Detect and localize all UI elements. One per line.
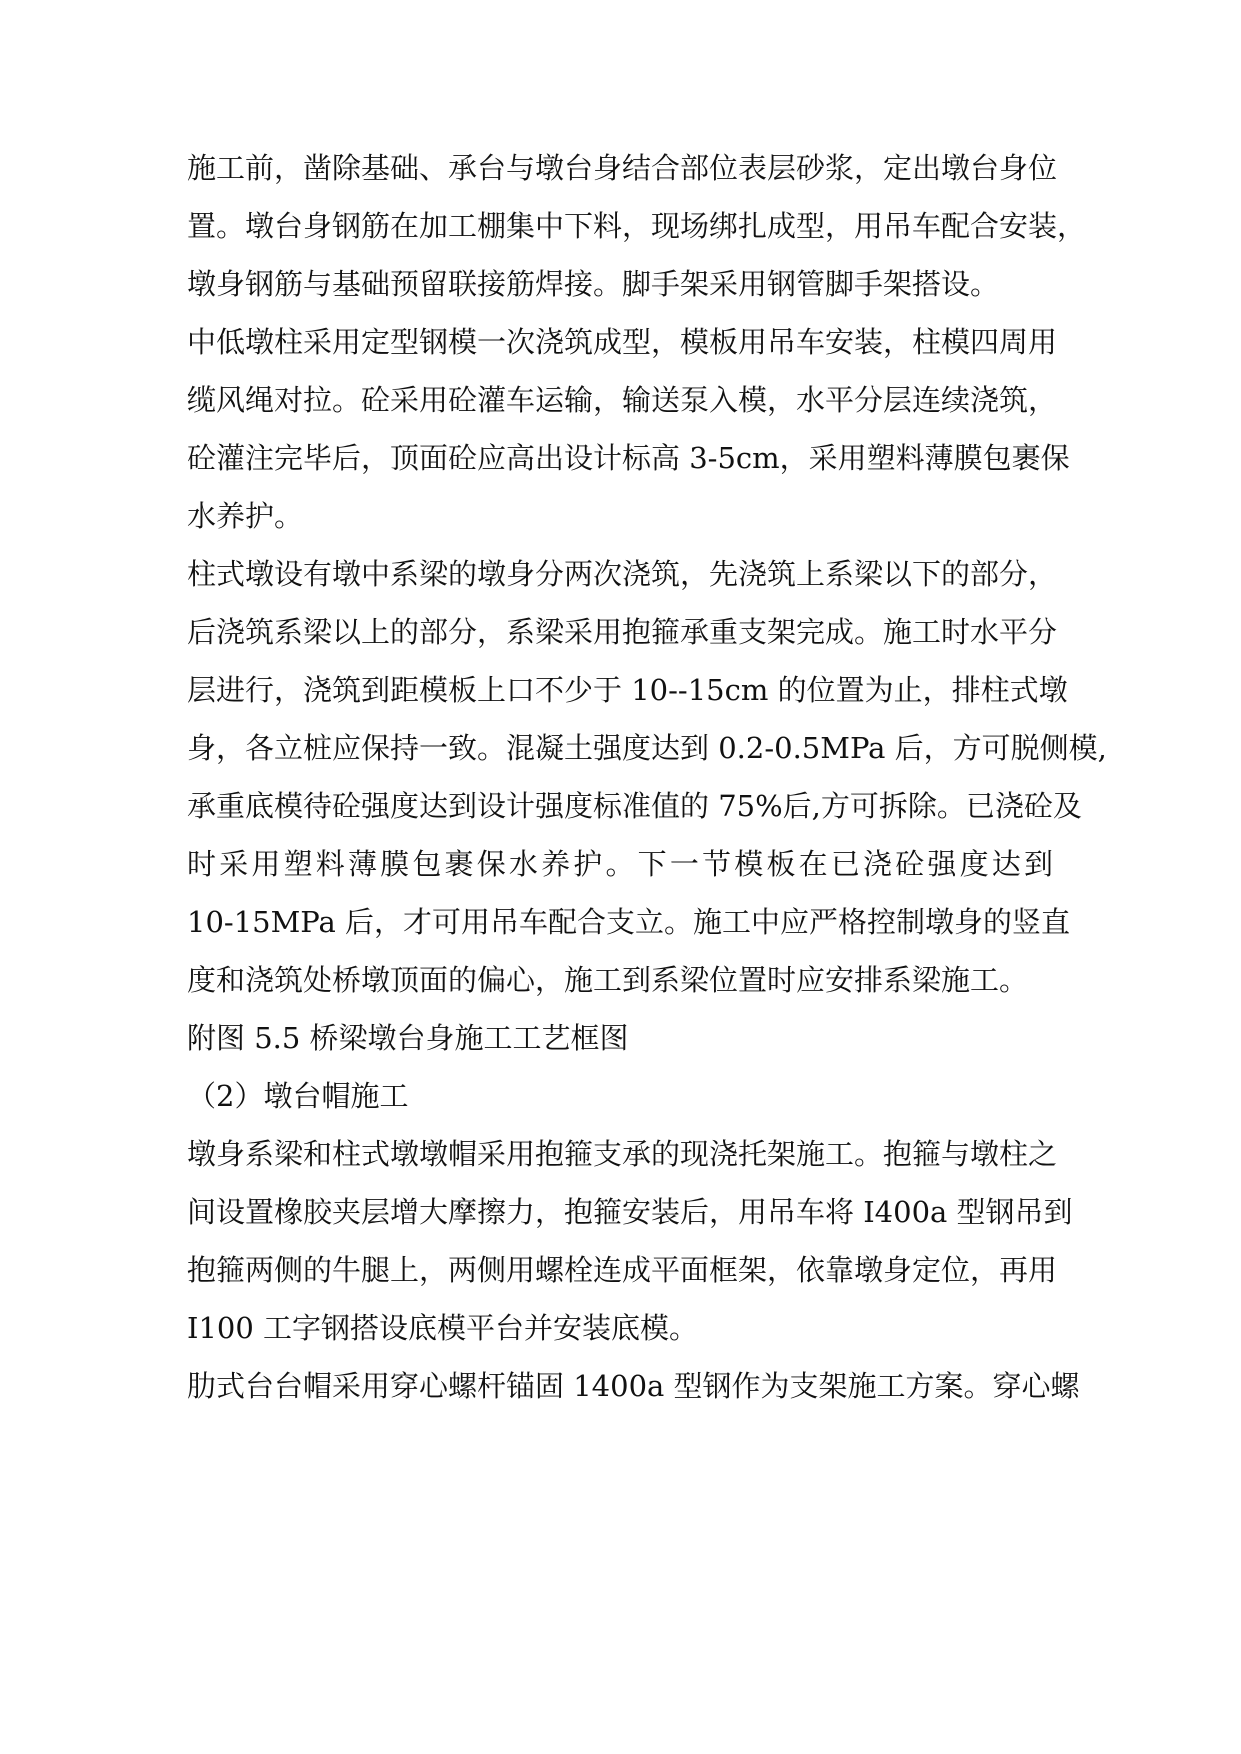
text-line: 时采用塑料薄膜包裹保水养护。下一节模板在已浇砼强度达到 bbox=[187, 847, 1053, 881]
text-line: 后浇筑系梁以上的部分，系梁采用抱箍承重支架完成。施工时水平分 bbox=[187, 615, 1058, 649]
text-line: 缆风绳对拉。砼采用砼灌车运输，输送泵入模，水平分层连续浇筑， bbox=[187, 383, 1058, 417]
section-heading: （2）墩台帽施工 bbox=[187, 1079, 409, 1113]
text-line: 身，各立桩应保持一致。混凝土强度达到 0.2-0.5MPa 后，方可脱侧模, bbox=[187, 731, 1107, 765]
text-line: 层进行，浇筑到距模板上口不少于 10--15cm 的位置为止，排柱式墩 bbox=[187, 673, 1068, 707]
text-line: 置。墩台身钢筋在加工棚集中下料，现场绑扎成型，用吊车配合安装， bbox=[187, 209, 1087, 243]
text-line: 墩身钢筋与基础预留联接筋焊接。脚手架采用钢管脚手架搭设。 bbox=[187, 267, 1000, 301]
text-line: 承重底模待砼强度达到设计强度标准值的 75%后,方可拆除。已浇砼及 bbox=[187, 789, 1082, 823]
text-line: 抱箍两侧的牛腿上，两侧用螺栓连成平面框架，依靠墩身定位，再用 bbox=[187, 1253, 1058, 1287]
text-line: 柱式墩设有墩中系梁的墩身分两次浇筑，先浇筑上系梁以下的部分， bbox=[187, 557, 1058, 591]
text-line: 10-15MPa 后，才可用吊车配合支立。施工中应严格控制墩身的竖直 bbox=[187, 905, 1071, 939]
text-line: 中低墩柱采用定型钢模一次浇筑成型，模板用吊车安装，柱模四周用 bbox=[187, 325, 1058, 359]
text-line: 砼灌注完毕后，顶面砼应高出设计标高 3-5cm，采用塑料薄膜包裹保 bbox=[187, 441, 1070, 475]
text-line: 度和浇筑处桥墩顶面的偏心，施工到系梁位置时应安排系梁施工。 bbox=[187, 963, 1029, 997]
text-line: 肋式台台帽采用穿心螺杆锚固 1400a 型钢作为支架施工方案。穿心螺 bbox=[187, 1369, 1080, 1403]
text-line: I100 工字钢搭设底模平台并安装底模。 bbox=[187, 1311, 699, 1345]
text-line: 墩身系梁和柱式墩墩帽采用抱箍支承的现浇托架施工。抱箍与墩柱之 bbox=[187, 1137, 1058, 1171]
text-line: 施工前，凿除基础、承台与墩台身结合部位表层砂浆，定出墩台身位 bbox=[187, 151, 1058, 185]
text-line: 间设置橡胶夹层增大摩擦力，抱箍安装后，用吊车将 I400a 型钢吊到 bbox=[187, 1195, 1073, 1229]
figure-caption: 附图 5.5 桥梁墩台身施工工艺框图 bbox=[187, 1021, 629, 1055]
text-line: 水养护。 bbox=[187, 499, 304, 533]
